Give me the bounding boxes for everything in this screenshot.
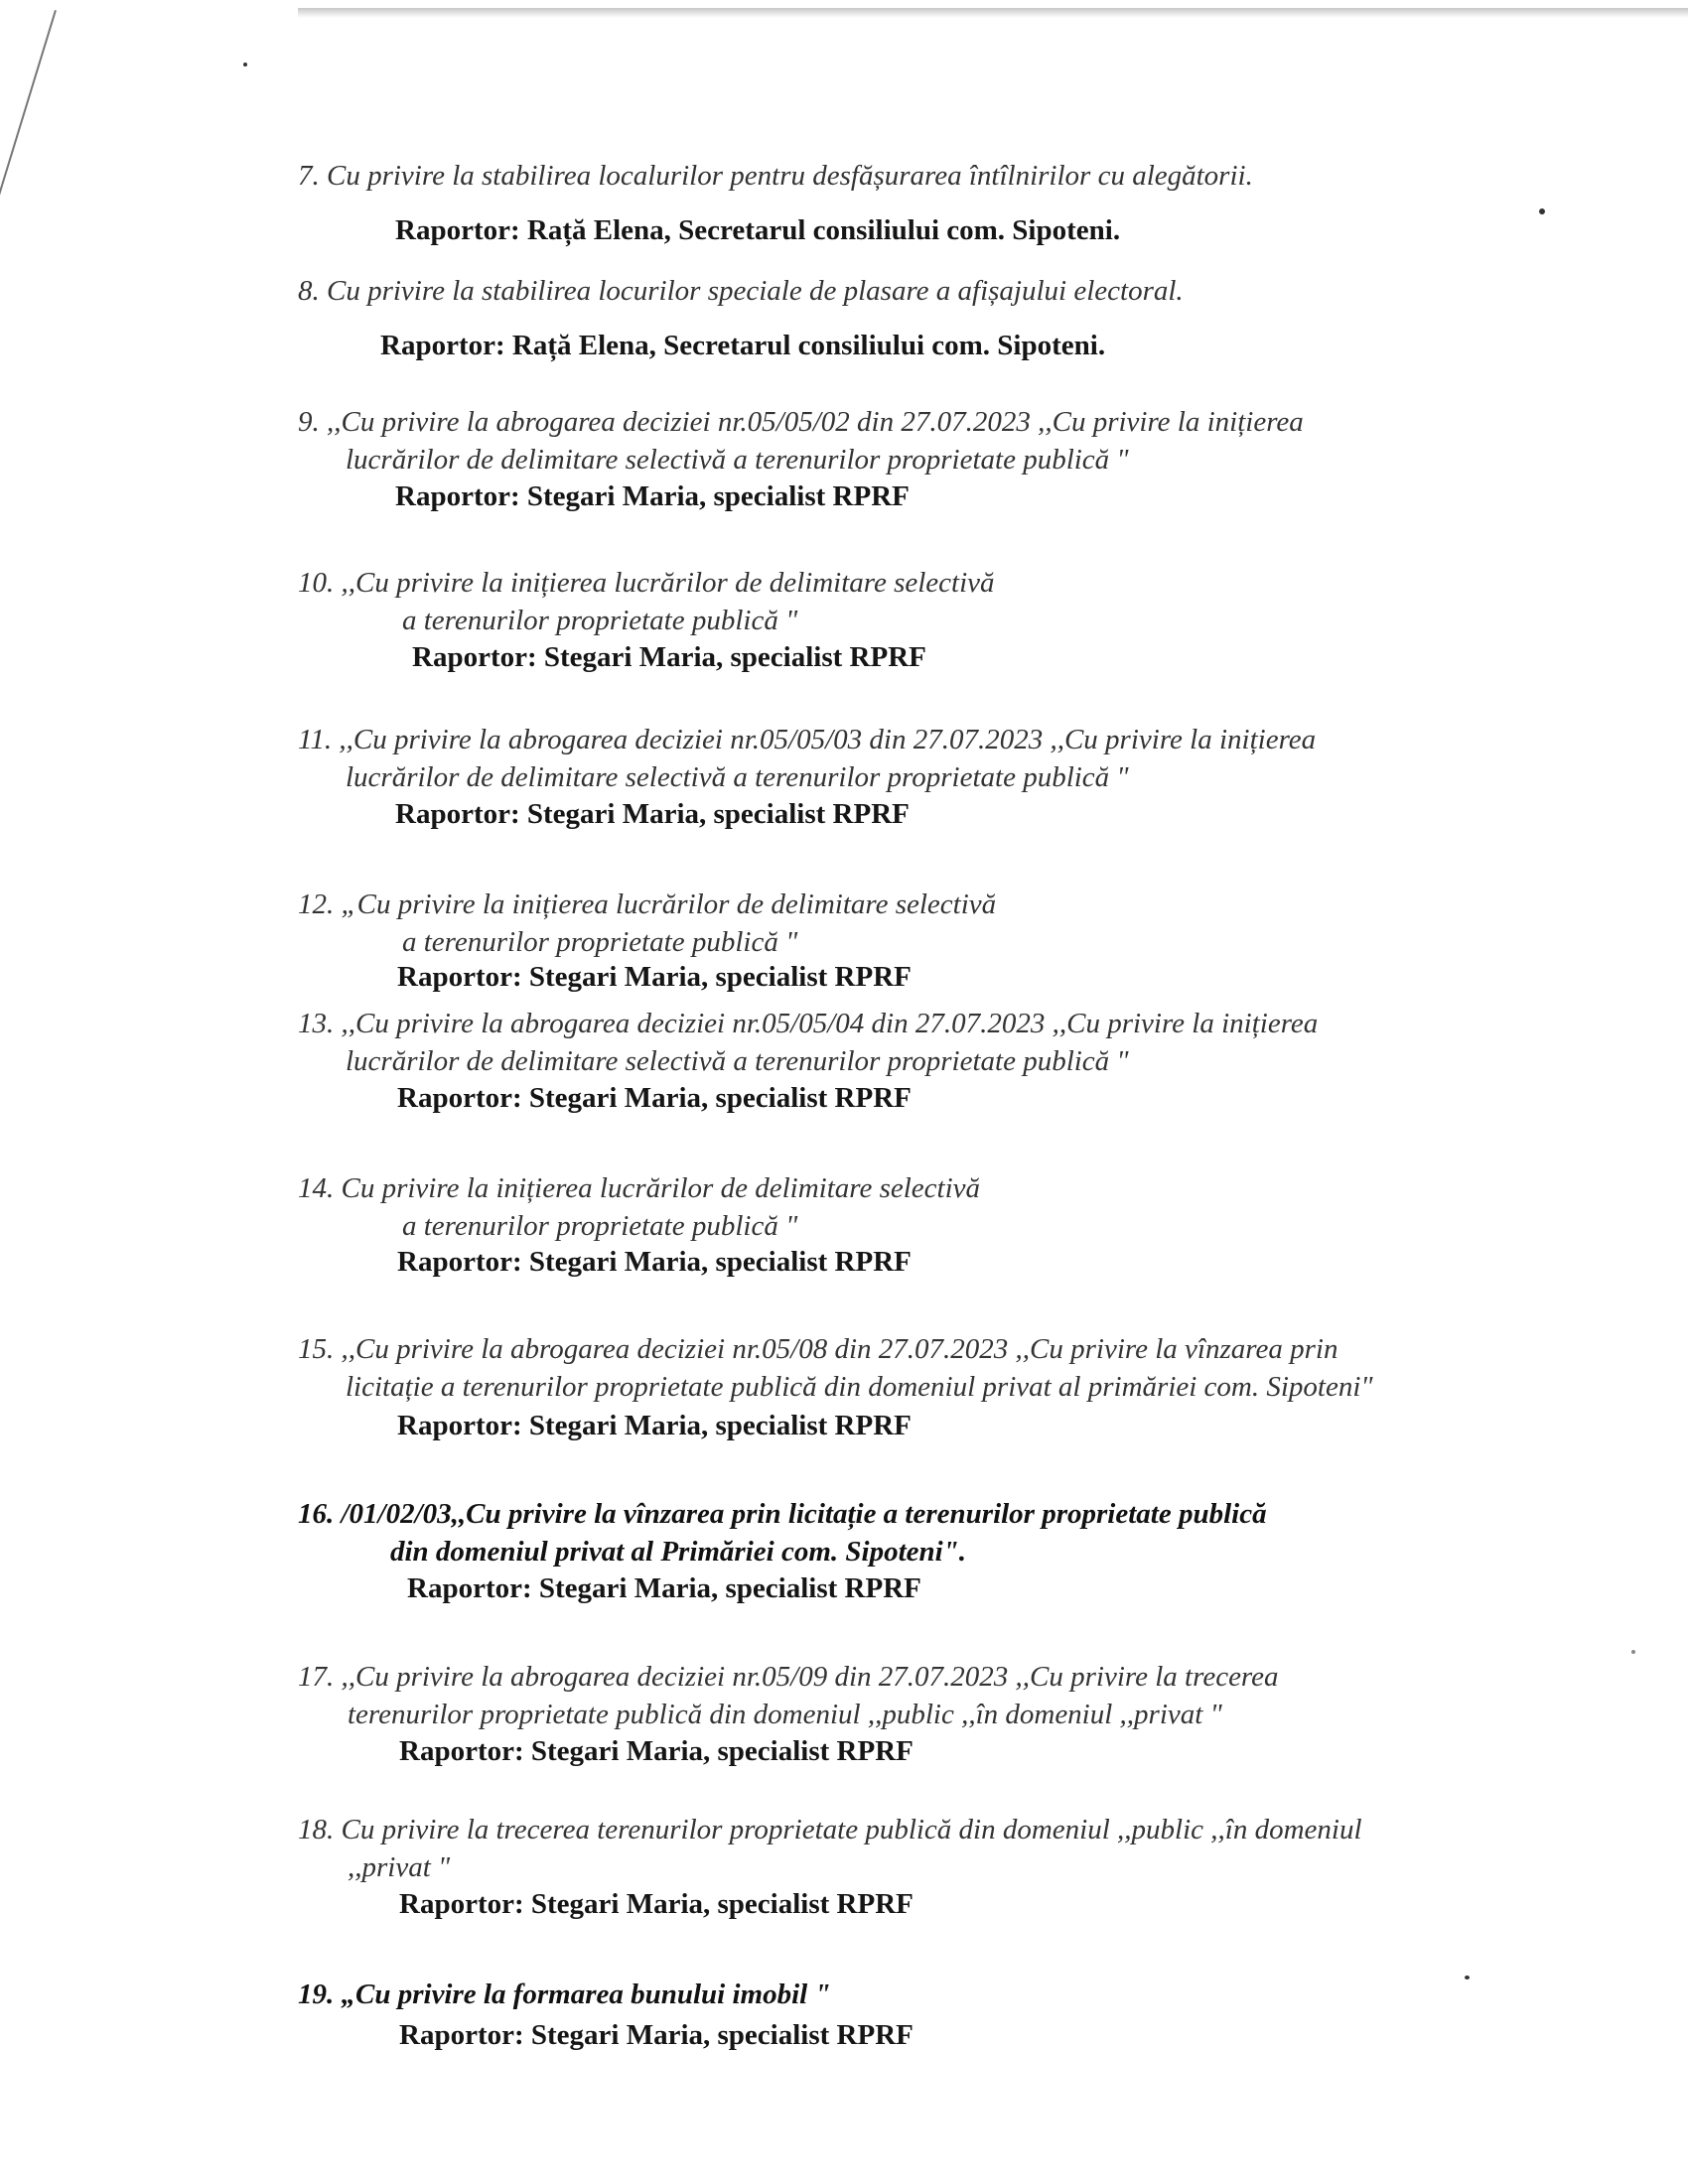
scan-speck bbox=[1539, 208, 1545, 214]
agenda-item-12 bbox=[298, 886, 996, 961]
item-text: a terenurilor proprietate publică " bbox=[402, 1210, 798, 1242]
agenda-item-8 bbox=[298, 272, 1184, 310]
scan-top-edge bbox=[298, 8, 1688, 18]
agenda-item-17 bbox=[298, 1658, 1279, 1733]
item-text: ,,Cu privire la abrogarea deciziei nr.05/05/04 din 27.07.2023 ,,Cu privire la inițierea bbox=[341, 1008, 1319, 1039]
item-text: Cu privire la stabilirea locurilor speciale de plasare a afișajului electoral. bbox=[327, 275, 1184, 307]
item-text: ,,privat " bbox=[348, 1851, 451, 1883]
item-text: lucrărilor de delimitare selectivă a terenurilor proprietate publică " bbox=[346, 444, 1129, 476]
item-text: ,,Cu privire la inițierea lucrărilor de delimitare selectivă bbox=[341, 567, 995, 599]
item-text: ,,Cu privire la abrogarea deciziei nr.05/05/02 din 27.07.2023 ,,Cu privire la inițierea bbox=[327, 406, 1304, 438]
scan-speck bbox=[243, 63, 247, 67]
item-text: lucrărilor de delimitare selectivă a terenurilor proprietate publică " bbox=[346, 1045, 1129, 1077]
item-text: Cu privire la stabilirea localurilor pentru desfășurarea întîlnirilor cu alegătorii. bbox=[327, 160, 1253, 192]
agenda-item-7 bbox=[298, 157, 1253, 195]
item-number: 7. bbox=[298, 160, 320, 192]
item-text: Cu privire la inițierea lucrărilor de delimitare selectivă bbox=[341, 1172, 981, 1204]
rapporteur: Raportor: Stegari Maria, specialist RPRF bbox=[395, 480, 910, 512]
agenda-item-19 bbox=[298, 1976, 831, 2013]
item-text: /01/02/03,,Cu privire la vînzarea prin licitație a terenurilor proprietate publică bbox=[341, 1498, 1267, 1530]
rapporteur: Raportor: Stegari Maria, specialist RPRF bbox=[397, 961, 912, 993]
scan-speck bbox=[1465, 1976, 1470, 1979]
agenda-item-13 bbox=[298, 1005, 1318, 1080]
item-text: Cu privire la trecerea terenurilor proprietate publică din domeniul ,,public ,,în domeniul bbox=[341, 1814, 1362, 1845]
item-number: 8. bbox=[298, 275, 320, 307]
scan-artifact-line bbox=[0, 10, 57, 281]
rapporteur: Raportor: Stegari Maria, specialist RPRF bbox=[397, 1082, 912, 1114]
agenda-item-10 bbox=[298, 564, 995, 639]
item-text: terenurilor proprietate publică din domeniul ,,public ,,în domeniul ,,privat " bbox=[348, 1699, 1222, 1730]
item-number: 18. bbox=[298, 1814, 335, 1845]
item-number: 15. bbox=[298, 1333, 335, 1365]
agenda-item-15 bbox=[298, 1330, 1373, 1406]
rapporteur: Raportor: Stegari Maria, specialist RPRF bbox=[397, 1246, 912, 1278]
agenda-item-11 bbox=[298, 721, 1316, 796]
rapporteur: Raportor: Stegari Maria, specialist RPRF bbox=[399, 1888, 914, 1920]
rapporteur: Raportor: Stegari Maria, specialist RPRF bbox=[407, 1572, 921, 1604]
agenda-item-18 bbox=[298, 1811, 1362, 1886]
item-number: 13. bbox=[298, 1008, 335, 1039]
item-number: 17. bbox=[298, 1661, 335, 1693]
item-text: „Cu privire la formarea bunului imobil " bbox=[341, 1979, 831, 2010]
item-number: 11. bbox=[298, 724, 333, 755]
rapporteur: Raportor: Stegari Maria, specialist RPRF bbox=[397, 1410, 912, 1441]
rapporteur: Raportor: Stegari Maria, specialist RPRF bbox=[399, 1735, 914, 1767]
item-number: 9. bbox=[298, 406, 320, 438]
rapporteur: Raportor: Rață Elena, Secretarul consiliului com. Sipoteni. bbox=[395, 214, 1121, 246]
item-number: 14. bbox=[298, 1172, 335, 1204]
item-text: a terenurilor proprietate publică " bbox=[402, 926, 798, 958]
rapporteur: Raportor: Stegari Maria, specialist RPRF bbox=[412, 641, 926, 673]
agenda-item-14 bbox=[298, 1169, 980, 1245]
agenda-item-9 bbox=[298, 403, 1304, 478]
rapporteur: Raportor: Stegari Maria, specialist RPRF bbox=[399, 2019, 914, 2051]
rapporteur: Raportor: Rață Elena, Secretarul consiliului com. Sipoteni. bbox=[380, 330, 1106, 361]
rapporteur: Raportor: Stegari Maria, specialist RPRF bbox=[395, 798, 910, 830]
item-text: ,,Cu privire la abrogarea deciziei nr.05/08 din 27.07.2023 ,,Cu privire la vînzarea prin bbox=[341, 1333, 1338, 1365]
item-number: 10. bbox=[298, 567, 335, 599]
item-text: a terenurilor proprietate publică " bbox=[402, 605, 798, 636]
agenda-item-16 bbox=[298, 1495, 1267, 1570]
item-number: 12. bbox=[298, 888, 335, 920]
item-text: lucrărilor de delimitare selectivă a terenurilor proprietate publică " bbox=[346, 761, 1129, 793]
item-text: ,,Cu privire la abrogarea deciziei nr.05/05/03 din 27.07.2023 ,,Cu privire la inițierea bbox=[339, 724, 1317, 755]
item-text: ,,Cu privire la abrogarea deciziei nr.05/09 din 27.07.2023 ,,Cu privire la trecerea bbox=[341, 1661, 1279, 1693]
item-number: 19. bbox=[298, 1979, 335, 2010]
item-number: 16. bbox=[298, 1498, 335, 1530]
item-text: din domeniul privat al Primăriei com. Sipoteni". bbox=[390, 1536, 967, 1568]
item-text: „Cu privire la inițierea lucrărilor de delimitare selectivă bbox=[341, 888, 997, 920]
scan-speck bbox=[1631, 1650, 1635, 1654]
item-text: licitație a terenurilor proprietate publică din domeniul privat al primăriei com. Sipoteni" bbox=[346, 1371, 1373, 1403]
